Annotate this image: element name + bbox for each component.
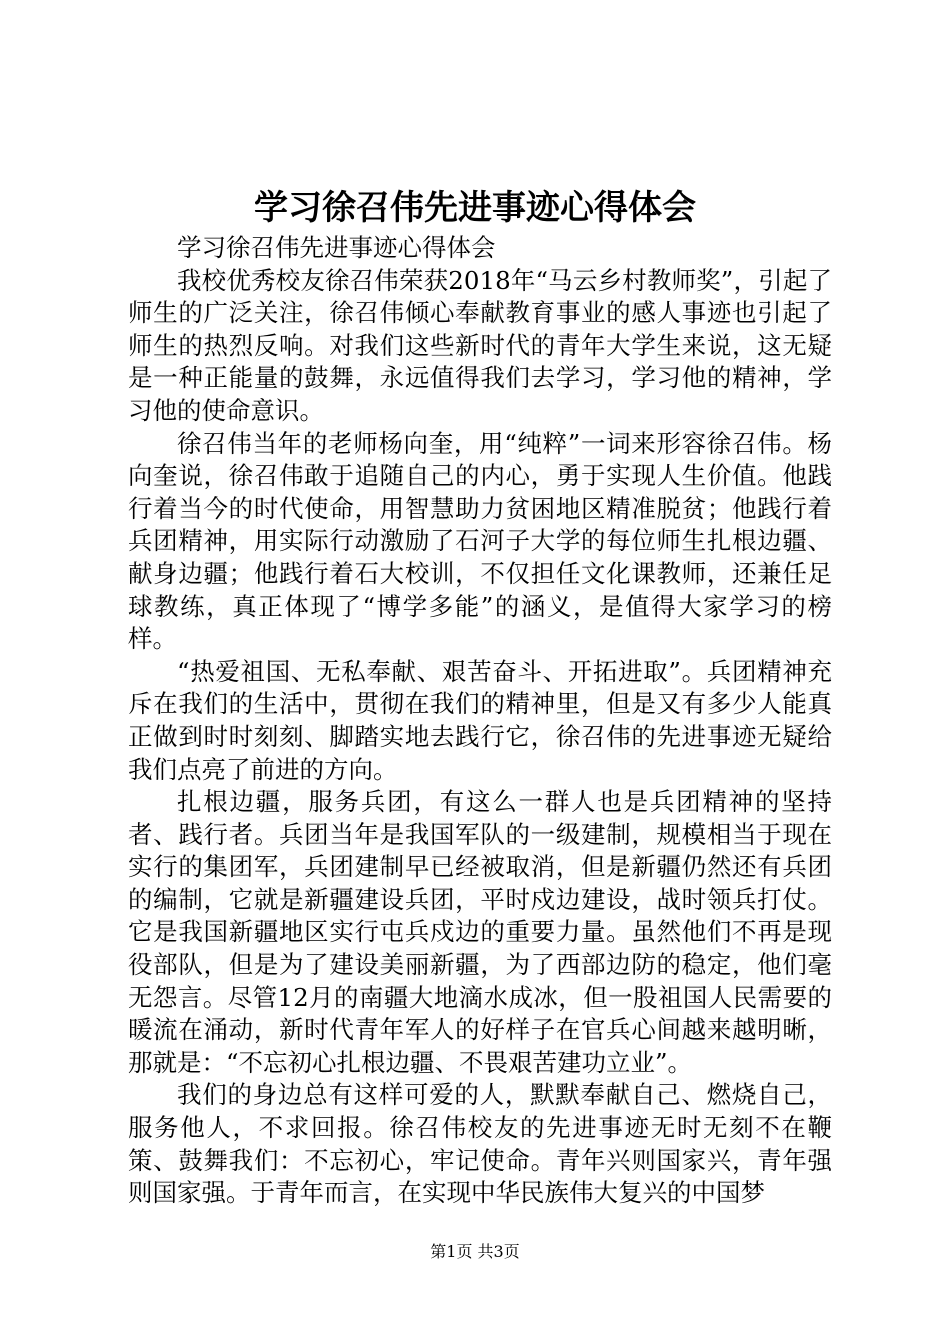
page-footer: 第1页 共3页 (430, 1242, 520, 1261)
document-title: 学习徐召伟先进事迹心得体会 (254, 188, 696, 228)
paragraph: 徐召伟当年的老师杨向奎，用“纯粹”一词来形容徐召伟。杨向奎说，徐召伟敢于追随自己的内心，勇于实现人生价值。他践行着当今的时代使命，用智慧助力贫困地区精准脱贫；他践行着兵团精神，用实际行动激励了石河子大学的每位师生扎根边疆、献身边疆；他践行着石大校训，不仅担任文化课教师，还兼任足球教练，真正体现了“博学多能”的涵义，是值得大家学习的榜样。 (128, 428, 832, 654)
paragraph: 扎根边疆，服务兵团，有这么一群人也是兵团精神的坚持者、践行者。兵团当年是我国军队的一级建制，规模相当于现在实行的集团军，兵团建制早已经被取消，但是新疆仍然还有兵团的编制，它就是新疆建设兵团，平时戍边建设，战时领兵打仗。它是我国新疆地区实行屯兵戍边的重要力量。虽然他们不再是现役部队，但是为了建设美丽新疆，为了西部边防的稳定，他们毫无怨言。尽管12月的南疆大地滴水成冰，但一股祖国人民需要的暖流在涌动，新时代青年军人的好样子在官兵心间越来越明晰，那就是：“不忘初心扎根边疆、不畏艰苦建功立业”。 (128, 787, 832, 1077)
paragraph: 我们的身边总有这样可爱的人，默默奉献自己、燃烧自己，服务他人，不求回报。徐召伟校友的先进事迹无时无刻不在鞭策、鼓舞我们：不忘初心，牢记使命。青年兴则国家兴，青年强则国家强。于青年而言，在实现中华民族伟大复兴的中国梦 (128, 1080, 832, 1208)
document-body (128, 232, 832, 1210)
paragraph: 学习徐召伟先进事迹心得体会 (177, 233, 496, 262)
paragraph: “热爱祖国、无私奉献、艰苦奋斗、开拓进取”。兵团精神充斥在我们的生活中，贯彻在我们的精神里，但是又有多少人能真正做到时时刻刻、脚踏实地去践行它，徐召伟的先进事迹无疑给我们点亮了前进的方向。 (128, 656, 832, 784)
paragraph: 我校优秀校友徐召伟荣获2018年“马云乡村教师奖”，引起了师生的广泛关注，徐召伟倾心奉献教育事业的感人事迹也引起了师生的热烈反响。对我们这些新时代的青年大学生来说，这无疑是一种正能量的鼓舞，永远值得我们去学习，学习他的精神，学习他的使命意识。 (128, 265, 832, 425)
